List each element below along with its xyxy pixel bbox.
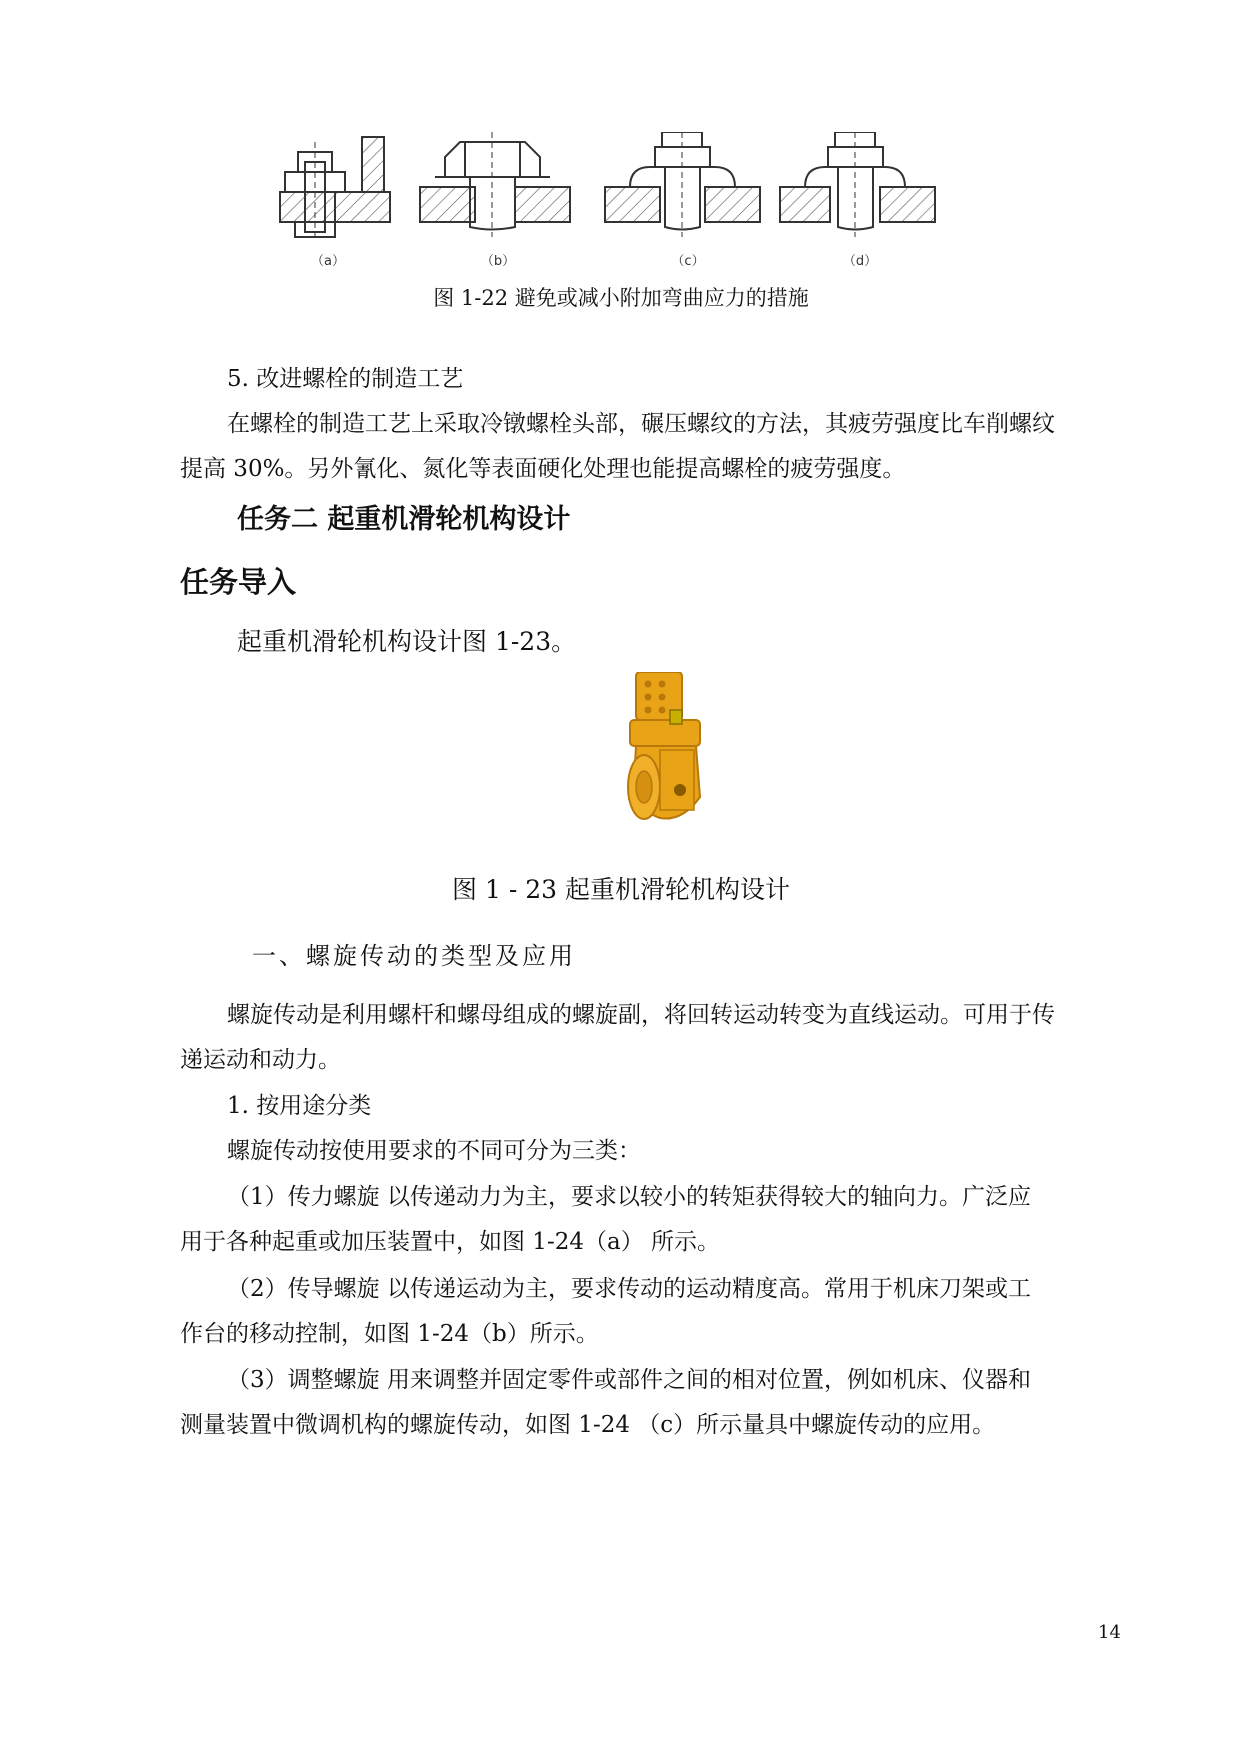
section-one-p1-line1: 螺旋传动是利用螺杆和螺母组成的螺旋副，将回转运动转变为直线运动。可用于传 [227,1002,1055,1028]
task-heading: 任务二 起重机滑轮机构设计 [237,504,571,535]
section-one-p1-line2: 递运动和动力。 [180,1047,341,1073]
section-one-sub1: 1. 按用途分类 [227,1093,372,1119]
item3-line2: 测量装置中微调机构的螺旋传动，如图 1-24 （c）所示量具中螺旋传动的应用。 [180,1412,996,1438]
label-d: （d） [842,254,878,269]
section-5-line1: 在螺栓的制造工艺上采取冷镦螺栓头部，碾压螺纹的方法，其疲劳强度比车削螺纹 [227,411,1055,437]
label-c: （c） [671,254,705,269]
figure-1-22-caption: 图 1-22 避免或减小附加弯曲应力的措施 [433,286,809,310]
label-b: （b） [480,254,516,269]
drawing-d [780,132,935,237]
section-one-p2: 螺旋传动按使用要求的不同可分为三类： [227,1138,641,1164]
item3-line1: （3）调整螺旋 用来调整并固定零件或部件之间的相对位置，例如机床、仪器和 [227,1367,1031,1393]
intro-line: 起重机滑轮机构设计图 1-23。 [237,627,577,656]
drawing-c [605,132,760,237]
figure-1-22 [270,132,1030,282]
page-number: 14 [1098,1622,1121,1643]
item2-line2: 作台的移动控制，如图 1-24（b）所示。 [180,1321,599,1347]
drawing-b [420,132,570,237]
section-5-line2: 提高 30%。另外氰化、氮化等表面硬化处理也能提高螺栓的疲劳强度。 [180,456,906,482]
item1-line2: 用于各种起重或加压装置中，如图 1-24（a） 所示。 [180,1229,721,1255]
bolt-drawings [270,132,1030,282]
label-a: （a） [311,254,345,269]
section-one-title: 一、螺旋传动的类型及应用 [252,942,576,970]
drawing-a [280,137,390,242]
intro-heading: 任务导入 [180,565,297,599]
section-5-title: 5. 改进螺栓的制造工艺 [227,366,464,392]
pulley-illustration [622,672,722,832]
figure-1-23-caption: 图 1 - 23 起重机滑轮机构设计 [452,875,790,904]
item2-line1: （2）传导螺旋 以传递运动为主，要求传动的运动精度高。常用于机床刀架或工 [227,1276,1031,1302]
item1-line1: （1）传力螺旋 以传递动力为主，要求以较小的转矩获得较大的轴向力。广泛应 [227,1184,1031,1210]
figure-1-23 [622,672,722,836]
